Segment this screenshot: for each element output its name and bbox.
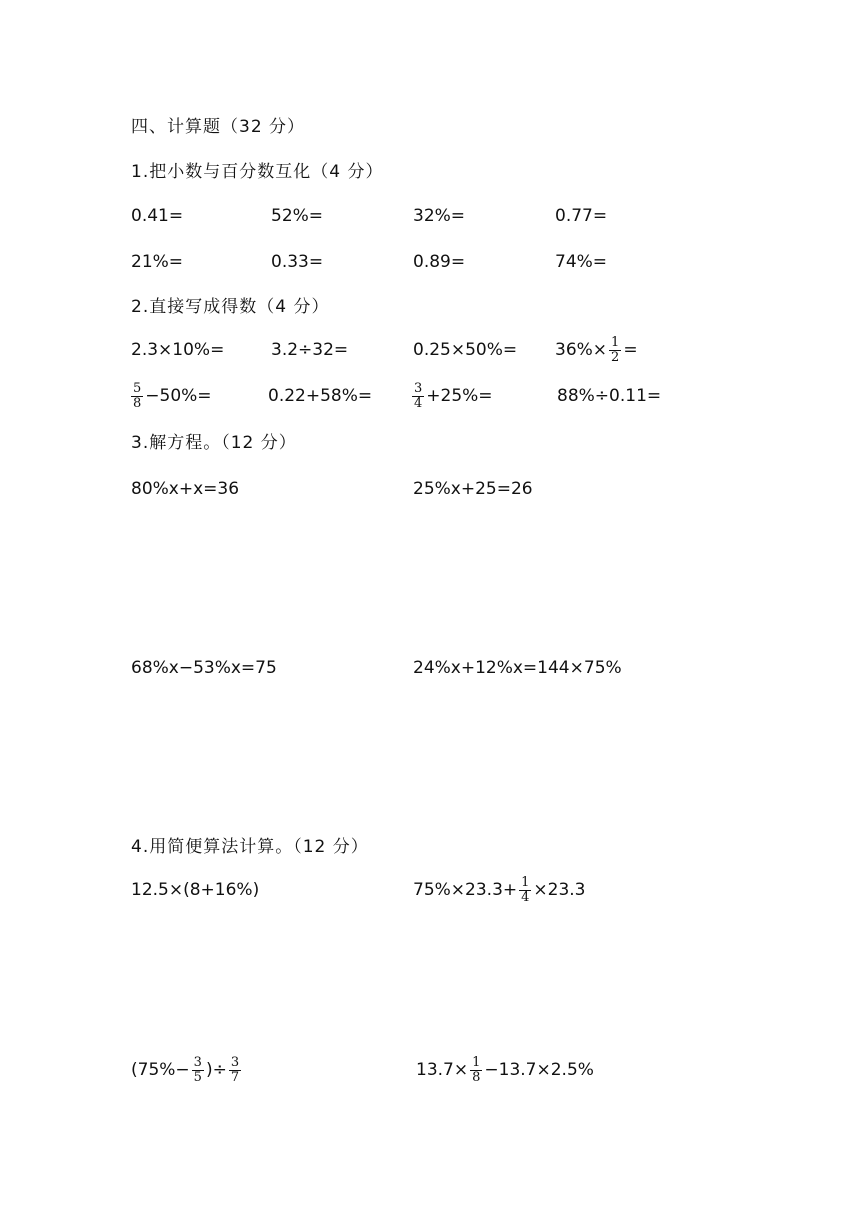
q1-title: 1.把小数与百分数互化（4 分） xyxy=(131,162,384,182)
q4-title: 4.用简便算法计算。（12 分） xyxy=(131,837,369,857)
q1-item-2: 52%= xyxy=(271,206,324,226)
section-title: 四、计算题（32 分） xyxy=(131,117,306,137)
q2-item-8: 88%÷0.11= xyxy=(557,386,662,406)
q4-problem-3: (75%− $\frac{3}{5}$ )÷ $\frac{3}{7}$ xyxy=(131,1054,240,1085)
q2-item-5: $\frac{5}{8}$ −50%= xyxy=(133,380,212,411)
fraction: $\frac{3}{4}$ xyxy=(414,380,423,411)
fraction: $\frac{1}{8}$ xyxy=(472,1054,481,1085)
q1-item-5: 21%= xyxy=(131,252,184,272)
q1-item-7: 0.89= xyxy=(413,252,466,272)
q1-item-3: 32%= xyxy=(413,206,466,226)
q3-equation-2: 25%x+25=26 xyxy=(413,479,533,499)
q2-item-2: 3.2÷32= xyxy=(271,340,349,360)
q1-item-1: 0.41= xyxy=(131,206,184,226)
q4-problem-1: 12.5×(8+16%) xyxy=(131,880,260,900)
fraction: $\frac{1}{2}$ xyxy=(611,334,620,365)
q4-problem-4: 13.7× $\frac{1}{8}$ −13.7×2.5% xyxy=(416,1054,594,1085)
q3-equation-4: 24%x+12%x=144×75% xyxy=(413,658,622,678)
q1-item-4: 0.77= xyxy=(555,206,608,226)
fraction: $\frac{3}{5}$ xyxy=(193,1054,202,1085)
q1-item-6: 0.33= xyxy=(271,252,324,272)
q2-item-4: 36%× $\frac{1}{2}$ = xyxy=(555,334,638,365)
fraction: $\frac{3}{7}$ xyxy=(230,1054,240,1085)
fraction: $\frac{1}{4}$ xyxy=(521,874,530,905)
q4-problem-2: 75%×23.3+ $\frac{1}{4}$ ×23.3 xyxy=(413,874,586,905)
q3-equation-1: 80%x+x=36 xyxy=(131,479,240,499)
q1-item-8: 74%= xyxy=(555,252,608,272)
q2-item-3: 0.25×50%= xyxy=(413,340,518,360)
q2-item-6: 0.22+58%= xyxy=(268,386,373,406)
q3-title: 3.解方程。（12 分） xyxy=(131,433,297,453)
q3-equation-3: 68%x−53%x=75 xyxy=(131,658,277,678)
q2-item-7: $\frac{3}{4}$ +25%= xyxy=(414,380,493,411)
fraction: $\frac{5}{8}$ xyxy=(133,380,142,411)
q2-item-1: 2.3×10%= xyxy=(131,340,225,360)
q2-title: 2.直接写成得数（4 分） xyxy=(131,297,330,317)
